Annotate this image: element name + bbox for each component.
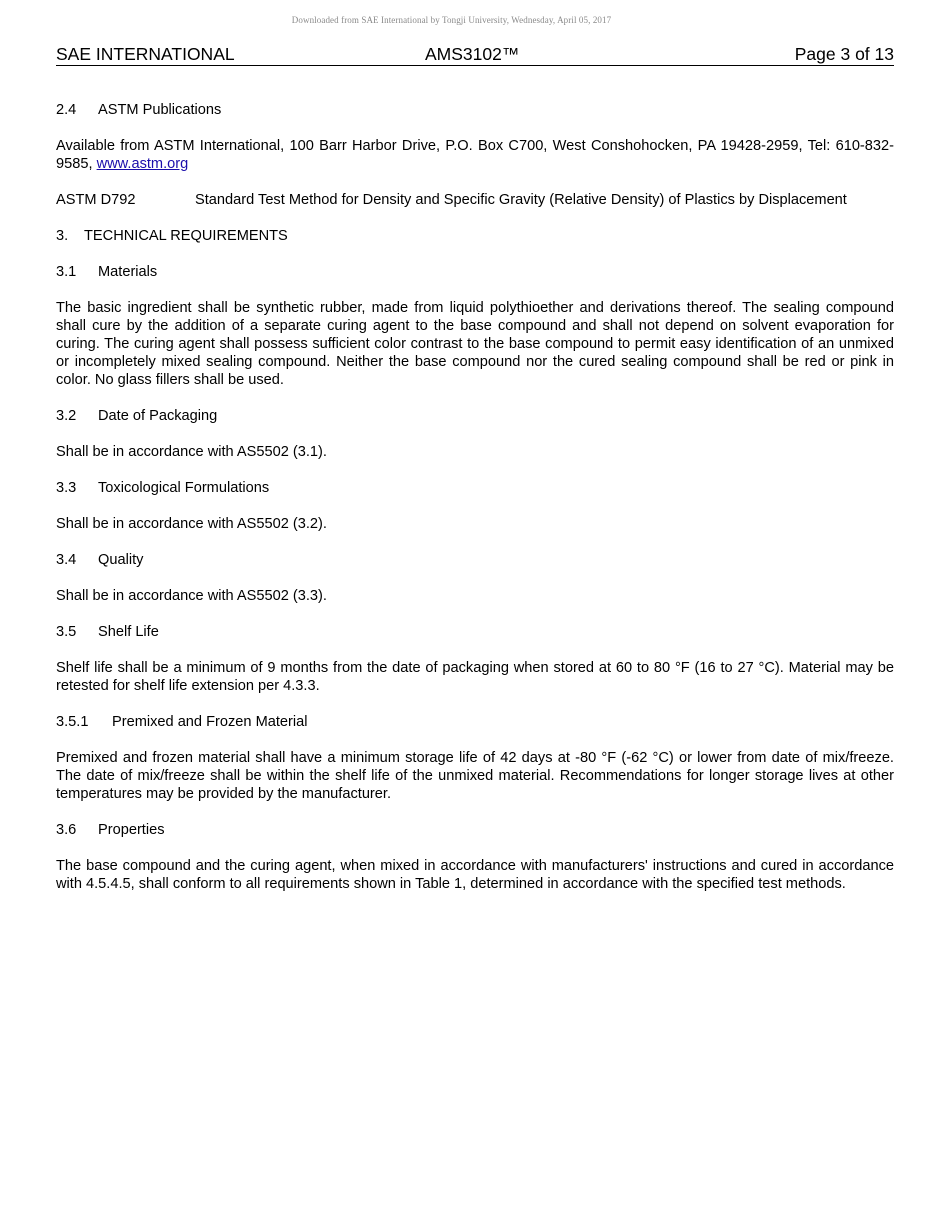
section-heading-3-6 — [56, 821, 894, 839]
section-title: Toxicological Formulations — [98, 480, 270, 496]
section-title: ASTM Publications — [98, 102, 222, 118]
section-number: 3.6 — [56, 822, 77, 838]
section-title: Materials — [98, 264, 158, 280]
reference-code: ASTM D792 — [56, 192, 136, 208]
section-number: 3.1 — [56, 264, 77, 280]
packaging-paragraph: Shall be in accordance with AS5502 (3.1). — [56, 444, 327, 460]
section-heading-3-4 — [56, 551, 894, 569]
materials-paragraph: The basic ingredient shall be synthetic rubber, made from liquid polythioether and derivations thereof. The sealing compound shall cure by the addition of a separate curing agent to the base compound and shall not depend on solvent evaporation for curing. The curing agent shall possess sufficient color contrast to the base compound to permit easy identification of an unmixed or incompletely mixed sealing compound. Neither the base compound nor the cured sealing compound shall be red or pink in color. No glass fillers shall be used. — [56, 300, 894, 388]
header-doc-id: AMS3102™ — [425, 44, 520, 64]
header-page-number: Page 3 of 13 — [794, 44, 894, 64]
section-title: Properties — [98, 822, 165, 838]
section-title: Date of Packaging — [98, 408, 218, 424]
section-number: 3.5 — [56, 624, 77, 640]
quality-paragraph: Shall be in accordance with AS5502 (3.3). — [56, 588, 327, 604]
section-title: Premixed and Frozen Material — [112, 714, 308, 730]
section-heading-3-1 — [56, 263, 894, 281]
astm-address-text: Available from ASTM International, 100 Barr Harbor Drive, P.O. Box C700, West Conshohocken, PA 19428-2959, Tel: 610-832-9585, — [56, 138, 894, 172]
document-body — [56, 101, 894, 911]
section-heading-3-2 — [56, 407, 894, 425]
section-number: 2.4 — [56, 102, 77, 118]
reference-title: Standard Test Method for Density and Specific Gravity (Relative Density) of Plastics by Displacement — [195, 192, 847, 208]
section-heading-2-4 — [56, 101, 894, 119]
astm-website-link[interactable]: www.astm.org — [96, 156, 189, 172]
properties-paragraph: The base compound and the curing agent, when mixed in accordance with manufacturers' instructions and cured in accordance with 4.5.4.5, shall conform to all requirements shown in Table 1, determined in accordance with the specified test methods. — [56, 858, 894, 892]
section-number: 3.5.1 — [56, 714, 89, 730]
reference-row — [56, 191, 894, 209]
page-header — [56, 43, 894, 66]
section-title: Shelf Life — [98, 624, 159, 640]
section-heading-3-3 — [56, 479, 894, 497]
section-heading-3-5-1 — [56, 713, 894, 731]
section-title: TECHNICAL REQUIREMENTS — [84, 228, 288, 244]
toxicological-paragraph: Shall be in accordance with AS5502 (3.2). — [56, 516, 327, 532]
section-heading-3 — [56, 227, 894, 245]
header-org: SAE INTERNATIONAL — [56, 44, 235, 64]
section-number: 3.4 — [56, 552, 77, 568]
astm-address-paragraph — [56, 137, 894, 173]
shelf-life-paragraph: Shelf life shall be a minimum of 9 months from the date of packaging when stored at 60 to 80 °F (16 to 27 °C). Material may be retested for shelf life extension per 4.3.3. — [56, 660, 894, 694]
download-watermark: Downloaded from SAE International by Tongji University, Wednesday, April 05, 2017 — [291, 15, 612, 25]
premixed-frozen-paragraph: Premixed and frozen material shall have a minimum storage life of 42 days at -80 °F (-62 °C) or lower from date of mix/freeze. The date of mix/freeze shall be within the shelf life of the unmixed material. Recommendations for longer storage lives at other temperatures may be provided by the manufacturer. — [56, 750, 894, 802]
section-title: Quality — [98, 552, 144, 568]
section-number: 3.2 — [56, 408, 77, 424]
section-number: 3.3 — [56, 480, 77, 496]
section-number: 3. — [56, 228, 69, 244]
section-heading-3-5 — [56, 623, 894, 641]
